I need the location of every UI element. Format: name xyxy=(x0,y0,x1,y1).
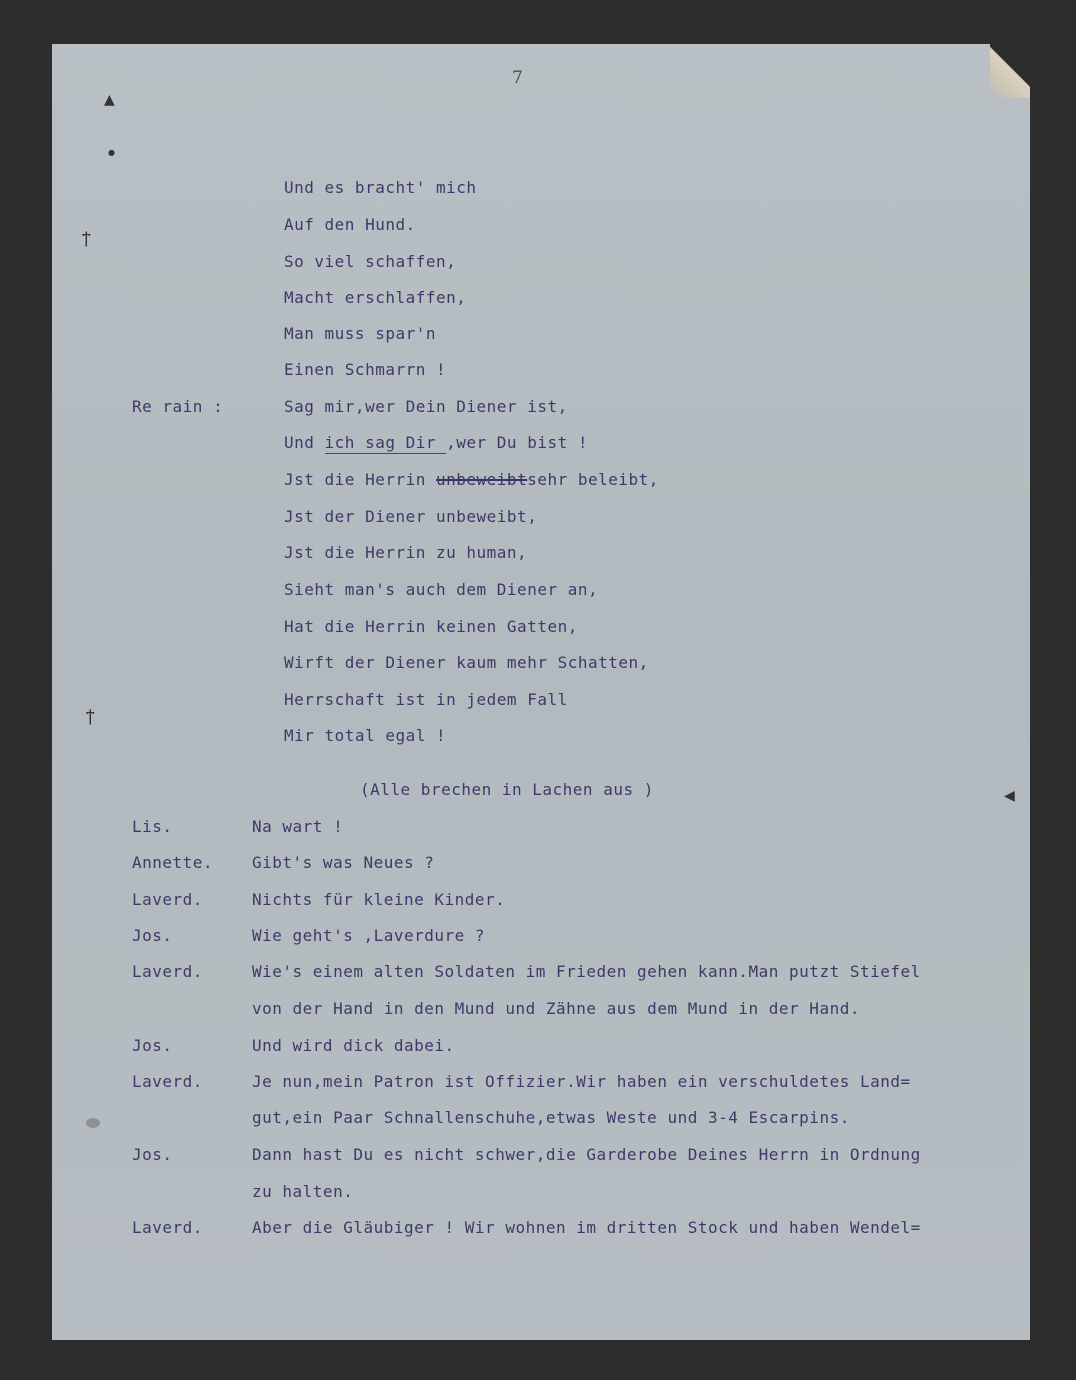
verse-line: So viel schaffen, xyxy=(284,252,457,271)
dialogue-line: Aber die Gläubiger ! Wir wohnen im dritten Stock und haben Wendel= xyxy=(252,1218,921,1237)
dialogue-line: gut,ein Paar Schnallenschuhe,etwas Weste und 3-4 Escarpins. xyxy=(252,1108,850,1127)
margin-mark: ▲ xyxy=(104,92,115,108)
speaker-name: Laverd. xyxy=(132,962,203,981)
refrain-line: Jst der Diener unbeweibt, xyxy=(284,507,538,526)
dialogue-line: Nichts für kleine Kinder. xyxy=(252,890,506,909)
verse-line: Auf den Hund. xyxy=(284,215,416,234)
refrain-text: Jst die Herrin xyxy=(284,470,436,489)
dialogue-line: Na wart ! xyxy=(252,817,344,836)
refrain-line: Mir total egal ! xyxy=(284,726,447,745)
dialogue-line: Wie's einem alten Soldaten im Frieden gehen kann.Man putzt Stiefel xyxy=(252,962,921,981)
refrain-text: sehr beleibt, xyxy=(527,470,659,489)
speaker-name: Laverd. xyxy=(132,1072,203,1091)
refrain-line: Sag mir,wer Dein Diener ist, xyxy=(284,397,568,416)
refrain-text: ,wer Du bist ! xyxy=(446,433,588,452)
verse-line: Man muss spar'n xyxy=(284,324,436,343)
refrain-line xyxy=(284,470,659,490)
refrain-line: Hat die Herrin keinen Gatten, xyxy=(284,617,578,636)
refrain-line: Herrschaft ist in jedem Fall xyxy=(284,690,568,709)
refrain-text: Und xyxy=(284,433,325,452)
page-number: 7 xyxy=(512,68,523,88)
speaker-name: Laverd. xyxy=(132,890,203,909)
verse-line: Macht erschlaffen, xyxy=(284,288,467,307)
dialogue-line: Und wird dick dabei. xyxy=(252,1036,455,1055)
dialogue-line: Wie geht's ,Laverdure ? xyxy=(252,926,486,945)
dialogue-line: Gibt's was Neues ? xyxy=(252,853,435,872)
margin-mark: ϯ xyxy=(82,228,91,247)
margin-mark: ϯ xyxy=(86,706,95,725)
struck-text: unbeweibt xyxy=(436,470,528,489)
margin-mark: ◀ xyxy=(1004,788,1015,804)
refrain-label: Re rain : xyxy=(132,397,224,416)
underlined-text: ich sag Dir xyxy=(324,433,447,452)
stage-direction: (Alle brechen in Lachen aus ) xyxy=(360,780,654,799)
speaker-name: Jos. xyxy=(132,1036,173,1055)
verse-line: Und es bracht' mich xyxy=(284,178,477,197)
speaker-name: Jos. xyxy=(132,1145,173,1164)
dialogue-line: Je nun,mein Patron ist Offizier.Wir haben ein verschuldetes Land= xyxy=(252,1072,911,1091)
refrain-line: Sieht man's auch dem Diener an, xyxy=(284,580,599,599)
refrain-line xyxy=(284,433,588,453)
speaker-name: Annette. xyxy=(132,853,214,872)
punch-hole xyxy=(86,1118,100,1128)
speaker-name: Laverd. xyxy=(132,1218,203,1237)
dialogue-line: von der Hand in den Mund und Zähne aus dem Mund in der Hand. xyxy=(252,999,860,1018)
dialogue-line: Dann hast Du es nicht schwer,die Garderobe Deines Herrn in Ordnung xyxy=(252,1145,921,1164)
dialogue-line: zu halten. xyxy=(252,1182,354,1201)
verse-line: Einen Schmarrn ! xyxy=(284,360,447,379)
folded-corner xyxy=(990,44,1030,98)
margin-mark: ● xyxy=(108,148,115,157)
refrain-line: Wirft der Diener kaum mehr Schatten, xyxy=(284,653,649,672)
speaker-name: Lis. xyxy=(132,817,173,836)
speaker-name: Jos. xyxy=(132,926,173,945)
refrain-line: Jst die Herrin zu human, xyxy=(284,543,528,562)
